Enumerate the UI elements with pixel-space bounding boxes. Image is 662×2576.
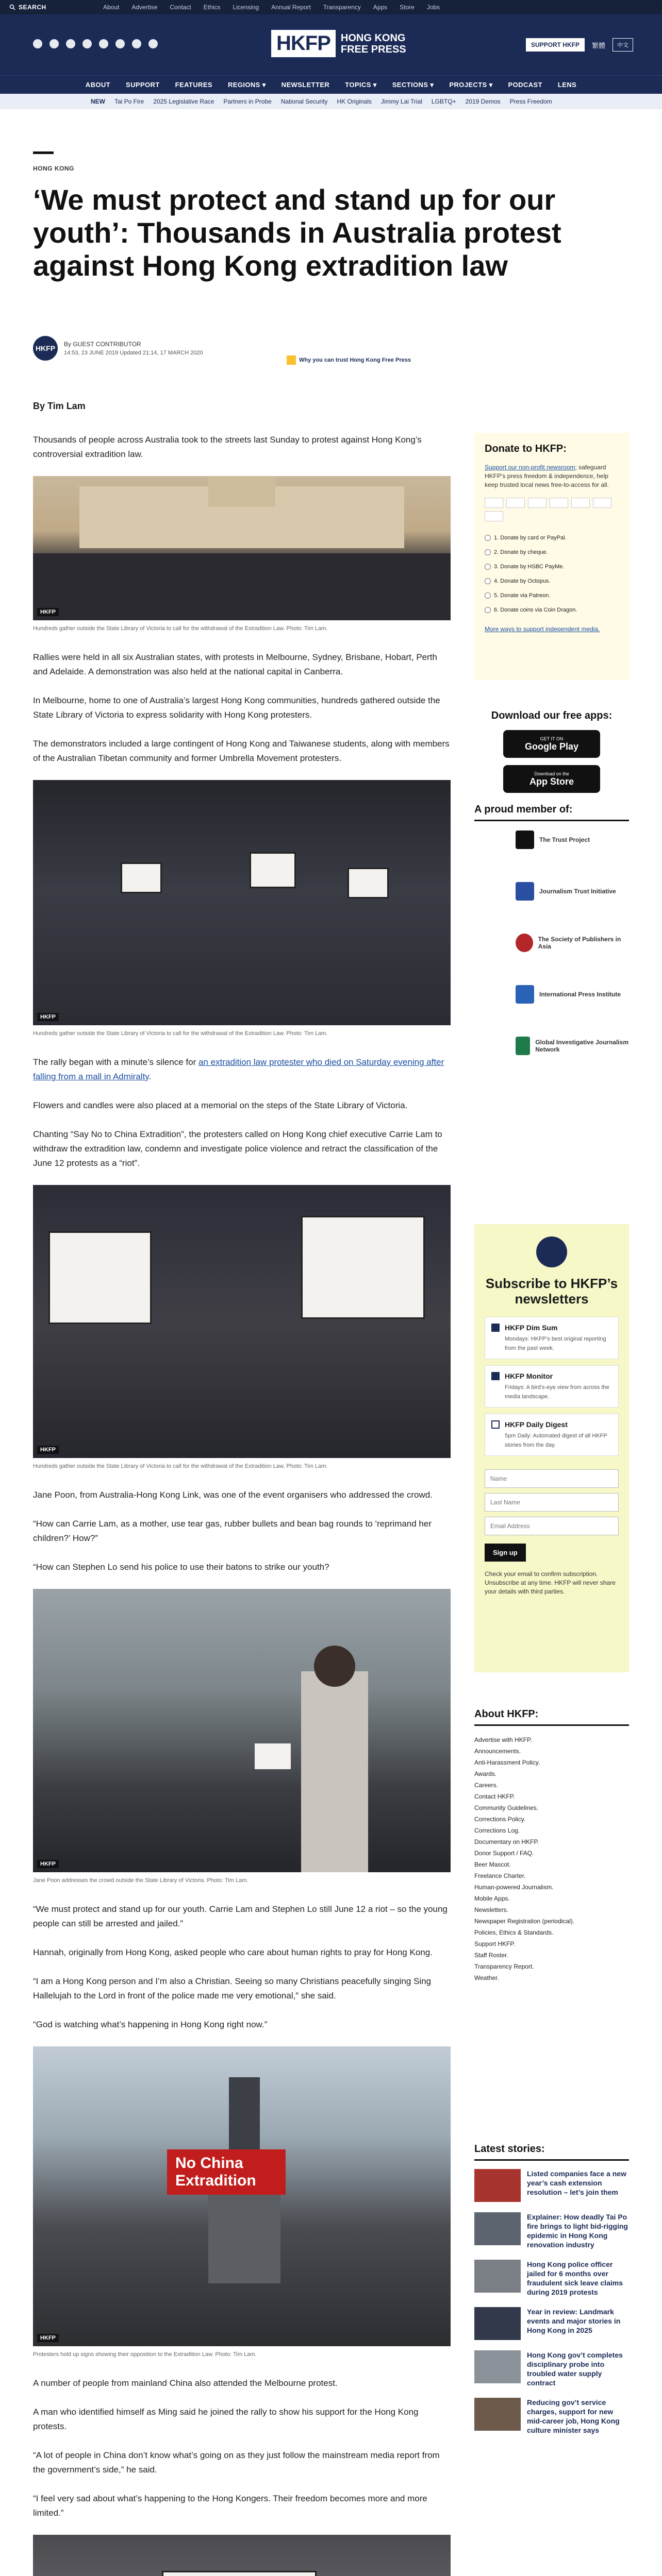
trust-project-icon [516, 831, 534, 849]
speaker-photo [33, 1589, 451, 1872]
paragraph: “We must protect and stand up for our youth. Carrie Lam and Stephen Lo still June 12 a riot – so the young people can still be arrested and jailed.” [33, 1904, 448, 1928]
partner-logo[interactable] [516, 882, 629, 901]
email-input[interactable] [485, 1517, 619, 1535]
paragraph: “I feel very sad about what’s happening to the Hong Kongers. Their freedom becomes more and more limited.” [33, 2494, 427, 2518]
utility-link-transparency[interactable]: Transparency [323, 4, 361, 11]
protester-death-link[interactable]: an extradition law protester who died on Saturday evening after falling from a mall in Admiralty [33, 1057, 444, 1081]
membership-widget [474, 804, 629, 1055]
app-store-label: App Store [529, 776, 574, 787]
about-link[interactable]: Mobile Apps. [474, 1895, 510, 1902]
newsletter-name: HKFP Daily Digest [505, 1420, 568, 1429]
sign-up-button[interactable]: Sign up [485, 1544, 526, 1562]
about-link[interactable]: Donor Support / FAQ. [474, 1850, 534, 1857]
story-item[interactable] [474, 2398, 629, 2435]
trending-tags [0, 94, 662, 109]
donate-title: Donate to HKFP: [485, 443, 567, 454]
radio-icon [485, 578, 491, 584]
about-link[interactable]: Newsletters. [474, 1906, 509, 1913]
donate-option-label: 2. Donate by cheque. [494, 549, 548, 555]
protest-photo-crowd [33, 476, 451, 620]
article-byline: By Tim Lam [33, 401, 86, 411]
photo-caption: Hundreds gather outside the State Library of Victoria to call for the withdrawal of the Extradition Law. Photo: Tim Lam. [33, 1463, 328, 1469]
tag-link[interactable]: Partners in Probe [223, 98, 272, 105]
paypal-icon [571, 498, 590, 508]
partner-name: Journalism Trust Initiative [539, 888, 616, 895]
trust-icon [287, 355, 296, 365]
search-label: SEARCH [19, 4, 46, 11]
google-play-button[interactable] [503, 730, 600, 758]
trust-label: Why you can trust Hong Kong Free Press [299, 357, 411, 363]
newsletter-title: Subscribe to HKFP’s newsletters [485, 1276, 618, 1307]
about-link[interactable]: Weather. [474, 1974, 499, 1981]
about-link[interactable]: Policies, Ethics & Standards. [474, 1929, 554, 1936]
donate-option[interactable] [485, 531, 619, 545]
story-item[interactable] [474, 2260, 629, 2297]
protest-sign [347, 868, 389, 899]
murderer-sign-photo [33, 2535, 451, 2576]
google-play-label: Google Play [524, 741, 579, 752]
trust-link[interactable] [287, 355, 411, 365]
crowd-illustration [33, 476, 451, 620]
about-link[interactable]: Anti-Harassment Policy. [474, 1759, 540, 1766]
about-link[interactable]: Corrections Log. [474, 1827, 520, 1834]
donate-text: ; safeguard HKFP’s press freedom & independence, help keep trusted local news free-to-access for all. [485, 464, 609, 488]
author-block [33, 336, 203, 361]
newsletter-name: HKFP Monitor [505, 1372, 553, 1380]
photo-watermark: HKFP [37, 2334, 59, 2342]
photo-caption: Hundreds gather outside the State Library of Victoria to call for the withdrawal of the Extradition Law. Photo: Tim Lam. [33, 625, 328, 632]
article-body [33, 433, 451, 2576]
social-links [33, 39, 158, 48]
about-link[interactable]: Announcements. [474, 1748, 521, 1755]
radio-icon [485, 607, 491, 613]
nav-support[interactable]: SUPPORT [126, 81, 160, 89]
tag-link[interactable]: Tai Po Fire [114, 98, 144, 105]
photo-watermark: HKFP [37, 1446, 59, 1454]
instagram-icon[interactable] [66, 39, 75, 48]
member-title: A proud member of: [474, 804, 629, 821]
donate-option-label: 6. Donate coins via Coin Dragon. [494, 607, 577, 613]
email-icon[interactable] [148, 39, 158, 48]
photo-watermark: HKFP [37, 1013, 59, 1021]
partner-name: The Society of Publishers in Asia [538, 936, 621, 950]
protest-sign [250, 852, 296, 888]
protest-photo-signs [33, 780, 451, 1025]
partner-name: Global Investigative Journalism Network [535, 1039, 628, 1053]
google-pay-icon [485, 511, 503, 521]
paragraph [33, 1055, 451, 1084]
story-item[interactable] [474, 2169, 629, 2202]
about-title: About HKFP: [474, 1708, 629, 1726]
gijn-icon [516, 1037, 530, 1055]
support-hkfp-button[interactable]: SUPPORT HKFP [526, 38, 585, 52]
app-store-button[interactable] [503, 765, 600, 793]
main-nav [0, 75, 662, 94]
murderer-sign [162, 2571, 317, 2576]
partner-logo[interactable] [516, 831, 629, 849]
checkbox-checked-icon[interactable] [491, 1324, 500, 1332]
partner-name: International Press Institute [539, 991, 621, 998]
nav-regions[interactable]: REGIONS ▾ [227, 80, 266, 89]
newsletter-option[interactable] [485, 1365, 619, 1408]
story-item[interactable] [474, 2212, 629, 2249]
story-thumbnail [474, 2350, 521, 2383]
paragraph: Hannah, originally from Hong Kong, asked people who care about human rights to pray for Hong Kong. [33, 1947, 433, 1957]
amex-icon [528, 498, 547, 508]
about-link[interactable]: Transparency Report. [474, 1963, 534, 1970]
apps-widget [474, 710, 629, 800]
more-ways-link[interactable]: More ways to support independent media. [485, 625, 600, 633]
section-divider [33, 151, 54, 154]
language-link[interactable]: 繁體 [591, 41, 605, 49]
donate-blurb [485, 463, 619, 489]
about-link[interactable]: Newspaper Registration (periodical). [474, 1918, 575, 1925]
photo-watermark: HKFP [37, 1860, 59, 1868]
paragraph: “I am a Hong Kong person and I’m also a Christian. Seeing so many Christians peacefully singing Sing Hallelujah to the Lord in front of the police made me very emotional,” she said. [33, 1976, 432, 2001]
utility-link-jobs[interactable]: Jobs [426, 4, 440, 11]
protest-placard [48, 1231, 152, 1324]
donate-option[interactable] [485, 560, 619, 574]
about-link[interactable]: Staff Roster. [474, 1952, 508, 1959]
tag-link[interactable]: 2025 Legislative Race [153, 98, 214, 105]
protest-placard [301, 1216, 425, 1319]
publish-date: 14:53, 23 JUNE 2019 Updated 21:14, 17 MARCH 2020 [64, 350, 203, 356]
no-china-extradition-sign: No China Extradition [167, 2149, 286, 2195]
article-title: ‘We must protect and stand up for our youth’: Thousands in Australia protest against Hong Kong extradition law [33, 183, 561, 282]
paragraph: “How can Carrie Lam, as a mother, use tear gas, rubber bullets and bean bag rounds to ‘reprimand her children?’ How?” [33, 1519, 432, 1543]
story-headline[interactable]: Listed companies face a new year’s cash extension resolution – let’s join them [527, 2170, 626, 2196]
paragraph: Thousands of people across Australia took to the streets last Sunday to protest against Hong Kong’s controversial extradition law. [33, 435, 422, 459]
photo-watermark: HKFP [37, 608, 59, 616]
story-thumbnail [474, 2260, 521, 2293]
story-headline[interactable]: Reducing gov’t service charges, support for new mid-career job, Hong Kong culture minister says [527, 2398, 620, 2434]
photo-caption: Hundreds gather outside the State Library of Victoria to call for the withdrawal of the Extradition Law. Photo: Tim Lam. [33, 1030, 328, 1037]
nav-sections[interactable]: SECTIONS ▾ [392, 80, 434, 89]
jti-icon [516, 882, 534, 901]
paragraph: The demonstrators included a large contingent of Hong Kong and Taiwanese students, along with members of the Australian Tibetan community and former Umbrella Movement protesters. [33, 739, 450, 763]
logo-wordmark [341, 32, 406, 55]
chinese-edition-button[interactable]: 中文 [613, 38, 633, 52]
about-link[interactable]: Beer Mascot. [474, 1861, 511, 1868]
search-icon [9, 4, 15, 10]
tag-link[interactable]: LGBTQ+ [431, 98, 456, 105]
payment-methods [485, 498, 619, 521]
about-link[interactable]: Contact HKFP. [474, 1793, 515, 1800]
google-play-small: GET IT ON [540, 736, 564, 741]
newsletter-option[interactable] [485, 1414, 619, 1456]
about-link[interactable]: Freelance Charter. [474, 1872, 526, 1879]
radio-icon [485, 535, 491, 541]
about-link[interactable]: Support HKFP. [474, 1940, 516, 1947]
photo-caption: Protesters hold up signs showing their opposition to the Extradition Law. Photo: Tim Lam. [33, 2351, 257, 2358]
paragraph: A man who identified himself as Ming said he joined the rally to show his support for the Hong Kong protests. [33, 2407, 419, 2431]
utility-links [103, 4, 440, 11]
paragraph: Chanting “Say No to China Extradition”, the protesters called on Hong Kong chief executive Carrie Lam to withdraw the extradition law, condemn and investigate police violence and retract the classification of the June 12 protests as a “riot”. [33, 1129, 442, 1168]
app-store-small: Download on the [534, 771, 569, 776]
last-name-input[interactable] [485, 1493, 619, 1512]
telegram-icon[interactable] [132, 39, 141, 48]
protest-sign [121, 862, 162, 893]
about-links [474, 1734, 629, 1984]
story-item[interactable] [474, 2350, 629, 2387]
photo-caption: Jane Poon addresses the crowd outside the State Library of Victoria. Photo: Tim Lam. [33, 1877, 249, 1884]
mastercard-icon [485, 498, 503, 508]
paragraph: Rallies were held in all six Australian states, with protests in Melbourne, Sydney, Brisbane, Hobart, Perth and Adelaide. A demonstration was also held at the national capital in Canberra. [33, 652, 437, 676]
newsletter-widget [474, 1224, 629, 1672]
logo-line-2: FREE PRESS [340, 43, 406, 55]
newsletter-option[interactable] [485, 1317, 619, 1359]
radio-icon [485, 592, 491, 599]
paragraph-text: The rally began with a minute’s silence for [33, 1057, 198, 1067]
donate-option-label: 3. Donate by HSBC PayMe. [494, 564, 565, 570]
nav-newsletter[interactable]: NEWSLETTER [281, 81, 330, 89]
donate-option[interactable] [485, 545, 619, 560]
nav-about[interactable]: ABOUT [85, 81, 111, 89]
newsletter-desc: Mondays: HKFP’s best original reporting from the past week. [505, 1336, 606, 1351]
youtube-icon[interactable] [99, 39, 108, 48]
about-link[interactable]: Advertise with HKFP. [474, 1736, 532, 1743]
latest-stories-widget [474, 2143, 629, 2445]
nav-lens[interactable]: LENS [557, 81, 577, 89]
about-widget [474, 1708, 629, 1984]
protest-photo-placards [33, 1185, 451, 1458]
paragraph: “A lot of people in China don’t know what’s going on as they just follow the mainstream media report from the government’s side,” he said. [33, 2450, 440, 2475]
threads-icon[interactable] [82, 39, 92, 48]
utility-link-apps[interactable]: Apps [373, 4, 388, 11]
speaker-illustration [33, 1589, 451, 1872]
story-thumbnail [474, 2398, 521, 2431]
newsletter-name: HKFP Dim Sum [505, 1324, 558, 1332]
story-headline[interactable]: Explainer: How deadly Tai Po fire brings to light bid-rigging epidemic in Hong Kong renovation industry [527, 2213, 628, 2249]
utility-link-store[interactable]: Store [400, 4, 415, 11]
paragraph: “How can Stephen Lo send his police to use their batons to strike our youth? [33, 1562, 329, 1572]
x-icon[interactable] [49, 39, 59, 48]
tag-link[interactable]: Jimmy Lai Trial [380, 98, 422, 105]
apple-pay-icon [593, 498, 611, 508]
story-thumbnail [474, 2169, 521, 2202]
radio-icon [485, 549, 491, 555]
paragraph: Flowers and candles were also placed at a memorial on the steps of the State Library of Victoria. [33, 1100, 408, 1110]
paragraph: “God is watching what’s happening in Hong Kong right now.” [33, 2020, 268, 2029]
tag-link[interactable]: Press Freedom [509, 98, 552, 105]
logo-line-1: HONG KONG [340, 32, 406, 44]
utility-link-contact[interactable]: Contact [170, 4, 191, 11]
partner-name: The Trust Project [539, 836, 590, 843]
top-utility-bar [0, 0, 662, 14]
nav-features[interactable]: FEATURES [175, 81, 212, 89]
donate-widget [474, 433, 629, 680]
about-link[interactable]: Human-powered Journalism. [474, 1884, 554, 1891]
donate-option-label: 1. Donate by card or PayPal. [494, 535, 567, 541]
donate-option-label: 5. Donate via Patreon. [494, 592, 551, 599]
site-logo[interactable] [271, 30, 406, 57]
visa-icon [506, 498, 525, 508]
latest-title: Latest stories: [474, 2143, 629, 2161]
paragraph: Jane Poon, from Australia-Hong Kong Link, was one of the event organisers who addressed the crowd. [33, 1490, 433, 1500]
story-item[interactable] [474, 2307, 629, 2340]
radio-icon [485, 564, 491, 570]
story-thumbnail [474, 2212, 521, 2245]
subscribe-note: Check your email to confirm subscription. Unsubscribe at any time. HKFP will never share your details with third parties. [485, 1570, 616, 1595]
statue-illustration [33, 2046, 451, 2346]
donate-option-label: 4. Donate by Octopus. [494, 578, 551, 584]
author-name[interactable]: By GUEST CONTRIBUTOR [64, 341, 141, 348]
nav-projects[interactable]: PROJECTS ▾ [449, 80, 493, 89]
nav-podcast[interactable]: PODCAST [508, 81, 542, 89]
utility-link-licensing[interactable]: Licensing [233, 4, 259, 11]
paragraph-text: . [148, 1072, 152, 1081]
utility-link-annual-report[interactable]: Annual Report [271, 4, 311, 11]
utility-link-about[interactable]: About [103, 4, 120, 11]
story-thumbnail [474, 2307, 521, 2340]
bluesky-icon[interactable] [115, 39, 125, 48]
author-avatar: HKFP [33, 336, 58, 361]
site-header [0, 14, 662, 75]
checkbox-checked-icon[interactable] [491, 1372, 500, 1380]
story-headline[interactable]: Year in review: Landmark events and major stories in Hong Kong in 2025 [527, 2308, 621, 2334]
donate-option[interactable] [485, 603, 619, 617]
name-input[interactable] [485, 1469, 619, 1488]
story-headline[interactable]: Hong Kong police officer jailed for 6 months over fraudulent sick leave claims during 2019 protests [527, 2260, 623, 2296]
sopa-icon [516, 934, 533, 952]
nav-topics[interactable]: TOPICS ▾ [345, 80, 377, 89]
header-actions [526, 38, 633, 52]
partner-logo[interactable] [516, 1037, 629, 1055]
about-link[interactable]: Community Guidelines. [474, 1804, 539, 1811]
partner-logo[interactable] [516, 985, 629, 1004]
utility-link-ethics[interactable]: Ethics [203, 4, 221, 11]
facebook-icon[interactable] [33, 39, 42, 48]
about-link[interactable]: Corrections Policy. [474, 1816, 526, 1823]
tag-link[interactable]: 2019 Demos [465, 98, 501, 105]
paragraph: In Melbourne, home to one of Australia’s largest Hong Kong communities, hundreds gathered outside the State Library of Victoria to express solidarity with Hong Kong protesters. [33, 696, 440, 720]
article-category[interactable]: HONG KONG [33, 165, 74, 172]
ipi-icon [516, 985, 534, 1004]
story-headline[interactable]: Hong Kong gov’t completes disciplinary probe into troubled water supply contract [527, 2351, 623, 2387]
checkbox-icon[interactable] [491, 1420, 500, 1429]
donate-support-link[interactable]: Support our non-profit newsroom [485, 464, 575, 471]
donate-option[interactable] [485, 588, 619, 603]
unionpay-icon [550, 498, 568, 508]
utility-link-advertise[interactable]: Advertise [131, 4, 158, 11]
paragraph: A number of people from mainland China also attended the Melbourne protest. [33, 2378, 338, 2388]
no-china-extradition-photo [33, 2046, 451, 2346]
partner-logo[interactable] [516, 934, 629, 952]
donate-option[interactable] [485, 574, 619, 588]
tag-link[interactable]: HK Originals [337, 98, 372, 105]
tag-link[interactable]: National Security [280, 98, 328, 105]
logo-mark: HKFP [271, 30, 336, 57]
search-button[interactable] [9, 4, 46, 11]
apps-title: Download our free apps: [491, 710, 613, 721]
envelope-icon [536, 1236, 567, 1267]
about-link[interactable]: Awards. [474, 1770, 497, 1777]
about-link[interactable]: Careers. [474, 1782, 499, 1789]
newsletter-desc: Fridays: A bird’s-eye view from across the media landscape. [505, 1384, 609, 1400]
newsletter-desc: 5pm Daily: Automated digest of all HKFP stories from the day. [505, 1433, 607, 1448]
about-link[interactable]: Documentary on HKFP. [474, 1838, 539, 1845]
tags-new-badge: NEW [91, 98, 105, 105]
